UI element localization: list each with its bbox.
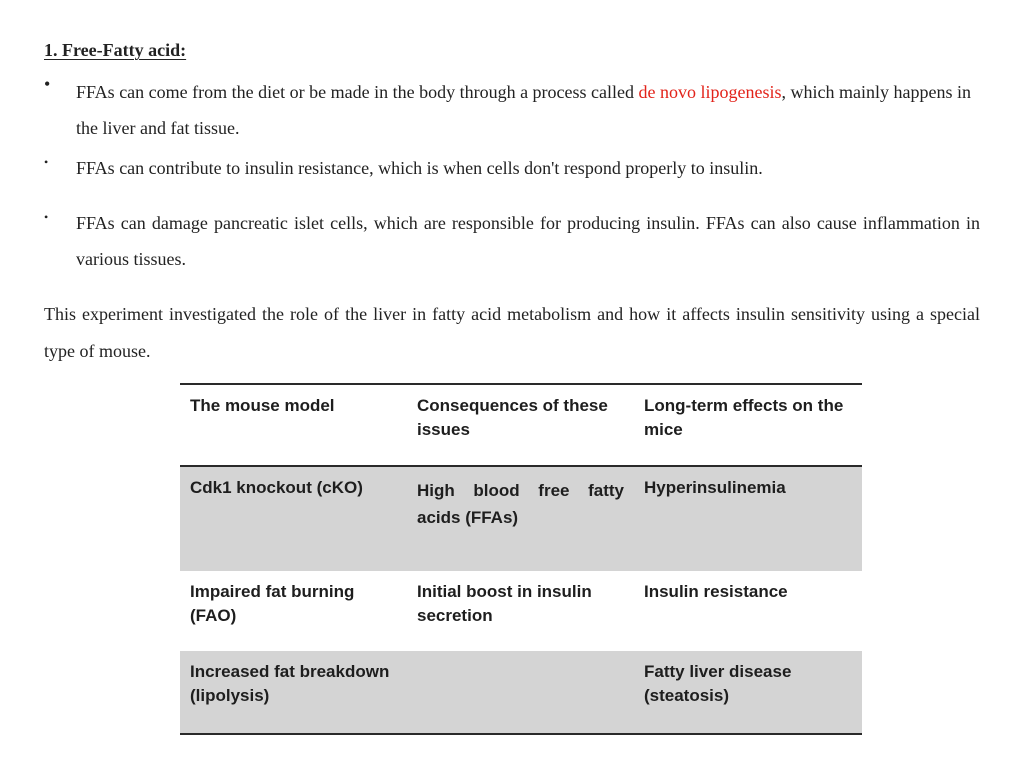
table-header-cell: Long-term effects on the mice <box>644 396 844 439</box>
table-cell: Insulin resistance <box>644 582 788 601</box>
table-cell: Hyperinsulinemia <box>644 478 786 497</box>
table-cell: High blood free fatty acids (FFAs) <box>417 481 624 527</box>
table-cell: Increased fat breakdown (lipolysis) <box>190 662 390 705</box>
table-cell: Fatty liver disease (steatosis) <box>644 662 792 705</box>
table-header-cell: The mouse model <box>190 396 335 415</box>
table-cell <box>407 651 634 733</box>
highlighted-term: de novo lipogenesis <box>638 82 782 102</box>
bullet-icon: • <box>44 74 51 94</box>
bullet-item-3 <box>44 205 980 277</box>
table-cell: Cdk1 knockout (cKO) <box>190 478 363 497</box>
table-row <box>180 467 862 571</box>
bullet-item-2 <box>44 150 980 186</box>
table-header-row <box>180 385 862 467</box>
table-row <box>180 651 862 733</box>
bullet-icon: • <box>44 155 49 169</box>
bullet-text: FFAs can contribute to insulin resistance, which is when cells don't respond properly to insulin. <box>76 158 763 178</box>
table-cell: Impaired fat burning (FAO) <box>190 582 355 625</box>
intro-paragraph: This experiment investigated the role of the liver in fatty acid metabolism and how it affects insulin sensitivity using a special type of mouse. <box>44 304 980 361</box>
mouse-model-table <box>180 383 862 735</box>
bullet-text: FFAs can come from the diet or be made in the body through a process called de novo lipogenesis, which mainly happens in the liver and fat tissue. <box>76 82 971 138</box>
section-heading: 1. Free-Fatty acid: <box>44 40 187 60</box>
table-header-cell: Consequences of these issues <box>417 396 608 439</box>
bullet-item-1 <box>44 74 980 146</box>
table-cell: Initial boost in insulin secretion <box>417 582 592 625</box>
bullet-icon: • <box>44 210 49 224</box>
bullet-text: FFAs can damage pancreatic islet cells, which are responsible for producing insulin. FFAs can also cause inflammation in various tissues. <box>76 213 980 269</box>
table-row <box>180 571 862 651</box>
